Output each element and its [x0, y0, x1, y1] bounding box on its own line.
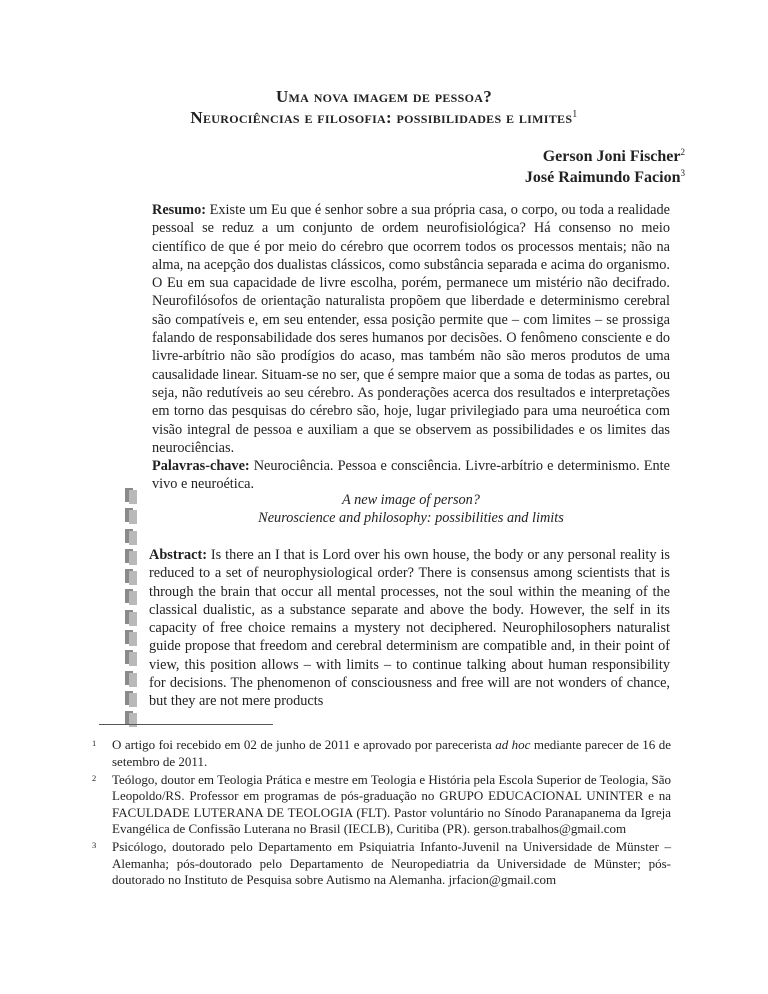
- abstract-paragraph: [149, 546, 670, 711]
- page-stack-icon[interactable]: [125, 671, 139, 687]
- resumo-paragraph: [152, 201, 670, 457]
- author-2: José Raimundo Facion$^3$: [524, 168, 685, 186]
- footnote-ref-1[interactable]: 1: [572, 109, 578, 120]
- keywords-label: Palavras-chave:: [152, 458, 250, 475]
- footnote-3: [92, 839, 671, 889]
- abstract-section: [149, 546, 670, 711]
- resumo-section: [152, 201, 670, 494]
- footnote-number: 1: [92, 738, 97, 748]
- page-stack-icon[interactable]: [125, 488, 139, 504]
- footnote-text: Psicólogo, doutorado pelo Departamento em Psiquiatria Infanto-Juvenil na Universidade de Münster – Alemanha; pós-doutorado pelo Departamento de Neuropediatria da Universidade de Münster; pós-doutorado no Instituto de Pesquisa sobre Autismo na Alemanha. jrfacion@gmail.com: [112, 839, 671, 887]
- article-title: [100, 86, 668, 128]
- footnote-number: 2: [92, 772, 97, 783]
- abstract-text: Is there an I that is Lord over his own house, the body or any personal reality is reduced to a set of neurophysiological order? There is consensus among scientists that is through the brain that occur all mental processes, not the soul within the meaning of the classical dualistic, as a substance separate and above the body. However, the self in its capacity of free choice remains a mystery not deciphered. Neurophilosophers naturalist guide propose that freedom and cerebral determinism are compatible and, in their point of view, this position allows – with limits – to continue talking about human responsibility for decisions. The phenomenon of consciousness and free will are not wonders of chance, but they are not mere products: [149, 547, 670, 710]
- footnote-number: 3: [92, 840, 97, 850]
- page-stack-icon[interactable]: [125, 650, 139, 666]
- page-stack-icon[interactable]: [125, 589, 139, 605]
- keywords-paragraph: [152, 457, 670, 494]
- page-stack-icon[interactable]: [125, 508, 139, 524]
- page-stack-icon[interactable]: [125, 691, 139, 707]
- footnotes-section: [92, 737, 671, 890]
- footnote-italic: ad hoc: [495, 737, 531, 752]
- footnote-ref-2[interactable]: 2: [680, 147, 685, 157]
- margin-icon-column: [125, 488, 145, 732]
- page-stack-icon[interactable]: [125, 630, 139, 646]
- page-stack-icon[interactable]: [125, 529, 139, 545]
- page-stack-icon[interactable]: [125, 549, 139, 565]
- footnote-text: Teólogo, doutor em Teologia Prática e mestre em Teologia e História pela Escola Superior de Teologia, São Leopoldo/RS. Professor em programas de pós-graduação no GRUPO EDUCACIONAL UNINTER e na FACULDADE LUTERANA DE TEOLOGIA (FLT). Pastor voluntário no Sínodo Paranapanema da Igreja Evangélica de Confissão Luterana no Brasil (IECLB), Curitiba (PR). gerson.trabalhos@gmail.com: [112, 771, 671, 836]
- page-stack-icon[interactable]: [125, 569, 139, 585]
- footnote-1: 1 O artigo foi recebido em 02 de junho de 2011 e aprovado por parecerista ad hoc mediante parecer de 16 de setembro de 2011.: [92, 737, 671, 769]
- english-title-line-2: Neuroscience and philosophy: possibilities and limits: [258, 510, 564, 527]
- resumo-label: Resumo:: [152, 202, 207, 218]
- english-title-line-1: A new image of person?: [342, 492, 480, 508]
- author-1: Gerson Joni Fischer$^2$: [542, 147, 685, 165]
- resumo-text: Existe um Eu que é senhor sobre a sua própria casa, o corpo, ou toda a realidade pessoal se reduz a um conjunto de ordem neurofisiológica? Há consenso no meio científico de que é por meio do cérebro que ocorrem todos os processos mentais; não na alma, na acepção dos dualistas clássicos, como substância separada e acima do organismo. O Eu em sua capacidade de livre escolha, porém, permanece um mistério não decifrado. Neurofilósofos de orientação naturalista propõem que liberdade e determinismo cerebral são compatíveis e, em seu entender, essa posição permite que – com limites – se prossiga falando de responsabilidade dos seres humanos por decisões. O fenômeno consciente e do livre-arbítrio não são prodígios do acaso, mas também não são meros produtos de uma causalidade linear. Situam-se no ser, que é sempre maior que a soma de todas as partes, ou seja, não redutíveis ao seu cérebro. As ponderações acerca dos resultados e interpretações em torno das pesquisas do cérebro são, hoje, lugar privilegiado para uma neuroética com visão integral de pessoa e auxiliam a que se observem as possibilidades e os limites das neurociências.: [152, 202, 670, 456]
- page-stack-icon[interactable]: [125, 610, 139, 626]
- abstract-label: Abstract:: [149, 547, 207, 563]
- footnote-ref-3[interactable]: 3: [680, 168, 685, 178]
- footnote-divider: [99, 724, 273, 725]
- english-title: [152, 491, 670, 528]
- title-line-2: Neurociências e filosofia: possibilidades e limites$^1$: [190, 108, 578, 127]
- footnote-2: [92, 772, 671, 838]
- title-line-1: Uma nova imagem de pessoa?: [275, 87, 493, 106]
- author-list: [525, 146, 685, 188]
- keywords-text: Neurociência. Pessoa e consciência. Livre-arbítrio e determinismo. Ente vivo e neuroética.: [152, 458, 670, 493]
